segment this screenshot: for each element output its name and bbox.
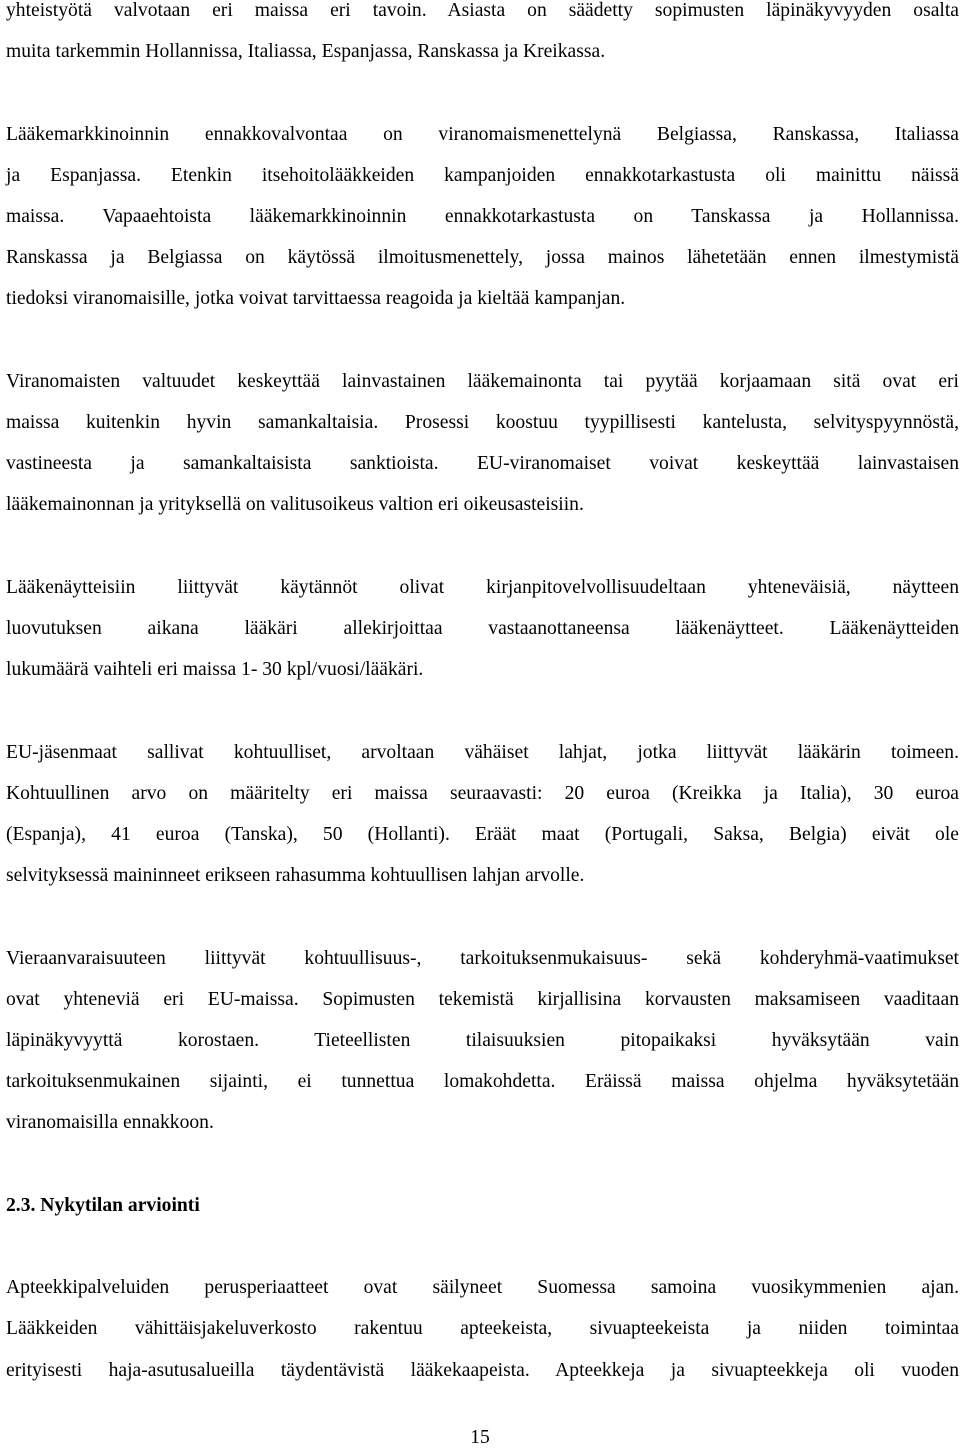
text-line: yhteistyötä valvotaan eri maissa eri tavoin. Asiasta on säädetty sopimusten läpinäkyvyyden osalta (6, 0, 959, 21)
text-line: Vieraanvaraisuuteen liittyvät kohtuullisuus-, tarkoituksenmukaisuus- sekä kohderyhmä-vaatimukset (6, 947, 959, 969)
text-line: ja Espanjassa. Etenkin itsehoitolääkkeiden kampanjoiden ennakkotarkastusta oli mainittu näissä (6, 164, 959, 186)
text-line: Ranskassa ja Belgiassa on käytössä ilmoitusmenettely, jossa mainos lähetetään ennen ilmestymistä (6, 247, 959, 269)
text-line: vastineesta ja samankaltaisista sanktioista. EU-viranomaiset voivat keskeyttää lainvastaisen (6, 453, 959, 475)
text-line: Viranomaisten valtuudet keskeyttää lainvastainen lääkemainonta tai pyytää korjaamaan sitä ovat eri (6, 370, 959, 392)
text-line: Lääkenäytteisiin liittyvät käytännöt olivat kirjanpitovelvollisuudeltaan yhteneväisiä, näytteen (6, 576, 959, 598)
text-line: (Espanja), 41 euroa (Tanska), 50 (Hollanti). Eräät maat (Portugali, Saksa, Belgia) eivät ole (6, 824, 959, 845)
text-line: selvityksessä maininneet erikseen rahasumma kohtuullisen lahjan arvolle. (6, 865, 585, 887)
paragraph-transparency (6, 0, 959, 72)
page-number: 15 (470, 1427, 490, 1448)
text-line: Lääkemarkkinoinnin ennakkovalvontaa on viranomaismenettelynä Belgiassa, Ranskassa, Italiassa (6, 123, 959, 145)
text-line: erityisesti haja-asutusalueilla täydentävistä lääkekaapeista. Apteekkeja ja sivuapteekkeja oli vuoden (6, 1359, 959, 1381)
text-line: läpinäkyvyyttä korostaen. Tieteellisten tilaisuuksien pitopaikaksi hyväksytään vain (6, 1030, 959, 1051)
paragraph-samples (6, 567, 959, 691)
text-line: ovat yhteneviä eri EU-maissa. Sopimusten tekemistä kirjallisina korvausten maksamiseen vaaditaan (6, 988, 959, 1010)
text-line: tarkoituksenmukainen sijainti, ei tunnettua lomakohdetta. Eräissä maissa ohjelma hyväksytetään (6, 1071, 959, 1093)
text-line: Lääkkeiden vähittäisjakeluverkosto rakentuu apteekeista, sivuapteekeista ja niiden toimintaa (6, 1318, 959, 1340)
paragraph-authority-powers (6, 361, 959, 526)
text-line: maissa. Vapaaehtoista lääkemarkkinoinnin ennakkotarkastusta on Tanskassa ja Hollannissa. (6, 206, 959, 227)
paragraph-pharmacy-services (6, 1267, 959, 1391)
text-line: tiedoksi viranomaisille, jotka voivat tarvittaessa reagoida ja kieltää kampanjan. (6, 288, 626, 310)
text-line: Kohtuullinen arvo on määritelty eri maissa seuraavasti: 20 euroa (Kreikka ja Italia), 30 euroa (6, 782, 959, 804)
text-line: EU-jäsenmaat sallivat kohtuulliset, arvoltaan vähäiset lahjat, jotka liittyvät lääkärin toimeen. (6, 741, 959, 763)
paragraph-hospitality (6, 938, 959, 1144)
paragraph-gifts (6, 732, 959, 897)
text-line: Apteekkipalveluiden perusperiaatteet ovat säilyneet Suomessa samoina vuosikymmenien ajan. (6, 1277, 959, 1299)
section-heading: 2.3. Nykytilan arviointi (6, 1194, 200, 1216)
text-line: lääkemainonnan ja yrityksellä on valitusoikeus valtion eri oikeusasteisiin. (6, 494, 584, 516)
text-line: maissa kuitenkin hyvin samankaltaisia. Prosessi koostuu tyypillisesti kantelusta, selvityspyynnöstä, (6, 412, 959, 433)
text-line: luovutuksen aikana lääkäri allekirjoittaa vastaanottaneensa lääkenäytteet. Lääkenäytteiden (6, 618, 959, 639)
text-line: lukumäärä vaihteli eri maissa 1- 30 kpl/vuosi/lääkäri. (6, 659, 424, 681)
paragraph-advance-control (6, 114, 959, 320)
document-page (6, 0, 959, 1391)
text-line: muita tarkemmin Hollannissa, Italiassa, Espanjassa, Ranskassa ja Kreikassa. (6, 41, 606, 63)
text-line: viranomaisilla ennakkoon. (6, 1112, 214, 1134)
